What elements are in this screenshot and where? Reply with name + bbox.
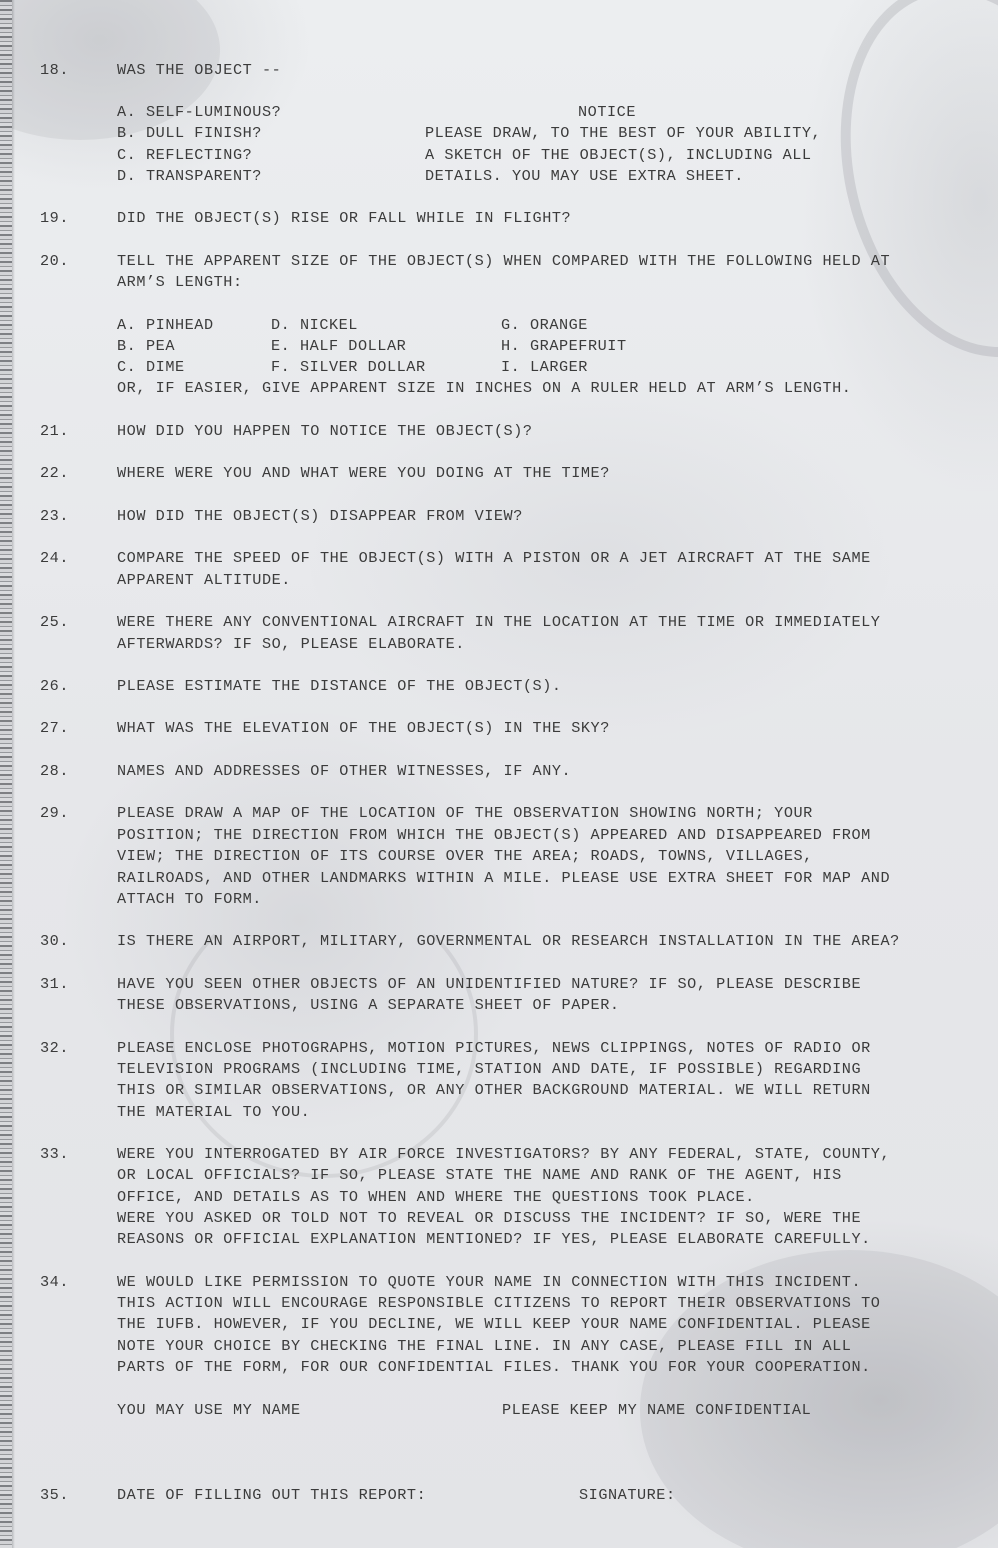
option-pinhead[interactable]: A. PINHEAD <box>117 316 214 334</box>
question-number: 24. <box>40 549 69 567</box>
option-half-dollar[interactable]: E. HALF DOLLAR <box>271 337 407 355</box>
question-text: PLEASE DRAW A MAP OF THE LOCATION OF THE OBSERVATION SHOWING NORTH; YOUR <box>117 804 813 822</box>
question-number: 19. <box>40 209 69 227</box>
question-number: 35. <box>40 1486 69 1504</box>
date-field-label[interactable]: DATE OF FILLING OUT THIS REPORT: <box>117 1486 427 1504</box>
question-text: THIS ACTION WILL ENCOURAGE RESPONSIBLE CITIZENS TO REPORT THEIR OBSERVATIONS TO <box>117 1294 881 1312</box>
option-self-luminous[interactable]: A. SELF-LUMINOUS? <box>117 103 282 121</box>
coffee-ring-stain <box>803 0 998 386</box>
question-text: NAMES AND ADDRESSES OF OTHER WITNESSES, IF ANY. <box>117 762 572 780</box>
question-number: 30. <box>40 932 69 950</box>
question-text: WE WOULD LIKE PERMISSION TO QUOTE YOUR NAME IN CONNECTION WITH THIS INCIDENT. <box>117 1273 862 1291</box>
question-text: THE IUFB. HOWEVER, IF YOU DECLINE, WE WILL KEEP YOUR NAME CONFIDENTIAL. PLEASE <box>117 1315 871 1333</box>
option-grapefruit[interactable]: H. GRAPEFRUIT <box>501 337 627 355</box>
notice-line: PLEASE DRAW, TO THE BEST OF YOUR ABILITY, <box>425 124 822 142</box>
question-text: WAS THE OBJECT -- <box>117 61 282 79</box>
question-text: ATTACH TO FORM. <box>117 890 262 908</box>
question-number: 32. <box>40 1039 69 1057</box>
question-number: 26. <box>40 677 69 695</box>
question-text: POSITION; THE DIRECTION FROM WHICH THE OBJECT(S) APPEARED AND DISAPPEARED FROM <box>117 826 871 844</box>
question-number: 18. <box>40 61 69 79</box>
option-pea[interactable]: B. PEA <box>117 337 175 355</box>
option-larger[interactable]: I. LARGER <box>501 358 588 376</box>
question-text: AFTERWARDS? IF SO, PLEASE ELABORATE. <box>117 635 465 653</box>
question-number: 29. <box>40 804 69 822</box>
question-text: IS THERE AN AIRPORT, MILITARY, GOVERNMENTAL OR RESEARCH INSTALLATION IN THE AREA? <box>117 932 900 950</box>
question-number: 22. <box>40 464 69 482</box>
option-silver-dollar[interactable]: F. SILVER DOLLAR <box>271 358 426 376</box>
option-dull-finish[interactable]: B. DULL FINISH? <box>117 124 262 142</box>
option-dime[interactable]: C. DIME <box>117 358 185 376</box>
question-text: ARM’S LENGTH: <box>117 273 243 291</box>
question-text: PLEASE ESTIMATE THE DISTANCE OF THE OBJECT(S). <box>117 677 562 695</box>
question-text: HOW DID YOU HAPPEN TO NOTICE THE OBJECT(S)? <box>117 422 533 440</box>
question-text: OR LOCAL OFFICIALS? IF SO, PLEASE STATE THE NAME AND RANK OF THE AGENT, HIS <box>117 1166 842 1184</box>
question-text: WHERE WERE YOU AND WHAT WERE YOU DOING AT THE TIME? <box>117 464 610 482</box>
question-number: 33. <box>40 1145 69 1163</box>
question-text: TELL THE APPARENT SIZE OF THE OBJECT(S) WHEN COMPARED WITH THE FOLLOWING HELD AT <box>117 252 891 270</box>
question-text: WERE YOU ASKED OR TOLD NOT TO REVEAL OR DISCUSS THE INCIDENT? IF SO, WERE THE <box>117 1209 862 1227</box>
question-number: 34. <box>40 1273 69 1291</box>
question-text: DID THE OBJECT(S) RISE OR FALL WHILE IN FLIGHT? <box>117 209 572 227</box>
question-text: HOW DID THE OBJECT(S) DISAPPEAR FROM VIEW? <box>117 507 523 525</box>
question-number: 25. <box>40 613 69 631</box>
question-text: THE MATERIAL TO YOU. <box>117 1103 311 1121</box>
question-number: 31. <box>40 975 69 993</box>
option-reflecting[interactable]: C. REFLECTING? <box>117 146 253 164</box>
question-text: HAVE YOU SEEN OTHER OBJECTS OF AN UNIDENTIFIED NATURE? IF SO, PLEASE DESCRIBE <box>117 975 862 993</box>
notice-heading: NOTICE <box>578 103 636 121</box>
question-text: OFFICE, AND DETAILS AS TO WHEN AND WHERE THE QUESTIONS TOOK PLACE. <box>117 1188 755 1206</box>
question-text: VIEW; THE DIRECTION OF ITS COURSE OVER THE AREA; ROADS, TOWNS, VILLAGES, <box>117 847 813 865</box>
option-nickel[interactable]: D. NICKEL <box>271 316 358 334</box>
question-text: RAILROADS, AND OTHER LANDMARKS WITHIN A MILE. PLEASE USE EXTRA SHEET FOR MAP AND <box>117 869 891 887</box>
question-text: TELEVISION PROGRAMS (INCLUDING TIME, STATION AND DATE, IF POSSIBLE) REGARDING <box>117 1060 862 1078</box>
question-text: COMPARE THE SPEED OF THE OBJECT(S) WITH A PISTON OR A JET AIRCRAFT AT THE SAME <box>117 549 871 567</box>
choice-keep-confidential[interactable]: PLEASE KEEP MY NAME CONFIDENTIAL <box>502 1401 812 1419</box>
question-number: 23. <box>40 507 69 525</box>
question-number: 27. <box>40 719 69 737</box>
question-text: THESE OBSERVATIONS, USING A SEPARATE SHEET OF PAPER. <box>117 996 620 1014</box>
question-number: 21. <box>40 422 69 440</box>
signature-field-label[interactable]: SIGNATURE: <box>579 1486 676 1504</box>
question-text: WERE YOU INTERROGATED BY AIR FORCE INVESTIGATORS? BY ANY FEDERAL, STATE, COUNTY, <box>117 1145 891 1163</box>
question-text: APPARENT ALTITUDE. <box>117 571 291 589</box>
question-text: NOTE YOUR CHOICE BY CHECKING THE FINAL LINE. IN ANY CASE, PLEASE FILL IN ALL <box>117 1337 852 1355</box>
option-transparent[interactable]: D. TRANSPARENT? <box>117 167 262 185</box>
question-text: WHAT WAS THE ELEVATION OF THE OBJECT(S) IN THE SKY? <box>117 719 610 737</box>
question-text: OR, IF EASIER, GIVE APPARENT SIZE IN INCHES ON A RULER HELD AT ARM’S LENGTH. <box>117 379 852 397</box>
question-text: WERE THERE ANY CONVENTIONAL AIRCRAFT IN THE LOCATION AT THE TIME OR IMMEDIATELY <box>117 613 881 631</box>
question-text: THIS OR SIMILAR OBSERVATIONS, OR ANY OTHER BACKGROUND MATERIAL. WE WILL RETURN <box>117 1081 871 1099</box>
notice-line: DETAILS. YOU MAY USE EXTRA SHEET. <box>425 167 744 185</box>
question-text: REASONS OR OFFICIAL EXPLANATION MENTIONED? IF YES, PLEASE ELABORATE CAREFULLY. <box>117 1230 871 1248</box>
notice-line: A SKETCH OF THE OBJECT(S), INCLUDING ALL <box>425 146 812 164</box>
question-text: PLEASE ENCLOSE PHOTOGRAPHS, MOTION PICTURES, NEWS CLIPPINGS, NOTES OF RADIO OR <box>117 1039 871 1057</box>
option-orange[interactable]: G. ORANGE <box>501 316 588 334</box>
binding-edge <box>0 0 12 1548</box>
choice-use-my-name[interactable]: YOU MAY USE MY NAME <box>117 1401 301 1419</box>
question-number: 20. <box>40 252 69 270</box>
question-text: PARTS OF THE FORM, FOR OUR CONFIDENTIAL FILES. THANK YOU FOR YOUR COOPERATION. <box>117 1358 871 1376</box>
question-number: 28. <box>40 762 69 780</box>
